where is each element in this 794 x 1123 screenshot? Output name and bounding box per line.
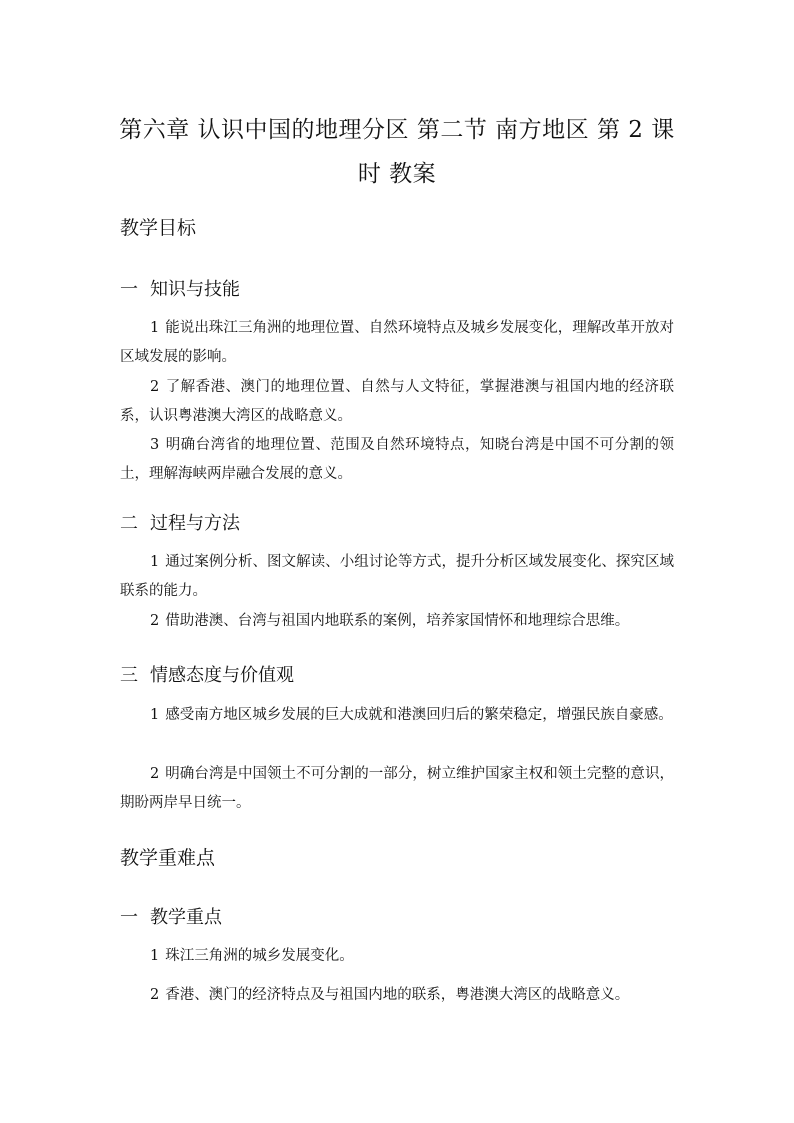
- list-item: [120, 314, 674, 372]
- item-text: 了解香港、澳门的地理位置、自然与人文特征，掌握港澳与祖国内地的经济联系，认识粤港澳大湾区的战略意义。: [120, 379, 674, 424]
- item-number: 1: [150, 554, 160, 570]
- list-item: [120, 548, 674, 606]
- item-number: 1: [150, 320, 160, 336]
- subsection-title: 过程与方法: [150, 513, 240, 534]
- subsection-number: 一: [120, 279, 138, 300]
- section-heading-key-points: 教学重难点: [120, 847, 216, 869]
- subsection-number: 二: [120, 513, 138, 534]
- list-item: [120, 760, 674, 818]
- item-text: 感受南方地区城乡发展的巨大成就和港澳回归后的繁荣稳定，增强民族自豪感。: [165, 707, 673, 723]
- item-text: 明确台湾省的地理位置、范围及自然环境特点，知晓台湾是中国不可分割的领土，理解海峡两岸融合发展的意义。: [120, 437, 674, 482]
- list-item: [120, 942, 674, 971]
- item-number: 2: [150, 766, 160, 782]
- subsection-number: 一: [120, 907, 138, 928]
- subsection-title: 教学重点: [150, 907, 222, 928]
- item-text: 通过案例分析、图文解读、小组讨论等方式，提升分析区域发展变化、探究区域联系的能力。: [120, 554, 674, 599]
- subsection-heading-teaching-focus: [120, 905, 222, 931]
- subsection-title: 情感态度与价值观: [150, 665, 294, 686]
- list-item: [120, 701, 674, 730]
- item-text: 珠江三角洲的城乡发展变化。: [165, 948, 354, 964]
- item-number: 1: [150, 948, 160, 964]
- subsection-heading-knowledge-skills: [120, 277, 240, 303]
- subsection-heading-process-methods: [120, 511, 240, 537]
- item-number: 1: [150, 707, 160, 723]
- item-number: 2: [150, 987, 160, 1003]
- section-heading-teaching-goals: 教学目标: [120, 217, 197, 239]
- list-item: [120, 607, 674, 636]
- list-item: [120, 431, 674, 489]
- item-number: 2: [150, 613, 160, 629]
- item-text: 香港、澳门的经济特点及与祖国内地的联系，粤港澳大湾区的战略意义。: [165, 987, 630, 1003]
- list-item: [120, 373, 674, 431]
- item-text: 借助港澳、台湾与祖国内地联系的案例，培养家国情怀和地理综合思维。: [165, 613, 630, 629]
- item-text: 明确台湾是中国领土不可分割的一部分，树立维护国家主权和领土完整的意识，期盼两岸早日统一。: [120, 766, 674, 811]
- item-number: 3: [150, 437, 160, 453]
- item-text: 能说出珠江三角洲的地理位置、自然环境特点及城乡发展变化，理解改革开放对区域发展的影响。: [120, 320, 674, 365]
- subsection-title: 知识与技能: [150, 279, 240, 300]
- subsection-heading-emotion-values: [120, 663, 294, 689]
- list-item: [120, 981, 674, 1010]
- document-title: 第六章 认识中国的地理分区 第二节 南方地区 第 2 课时 教案: [119, 117, 675, 187]
- subsection-number: 三: [120, 665, 138, 686]
- item-number: 2: [150, 379, 160, 395]
